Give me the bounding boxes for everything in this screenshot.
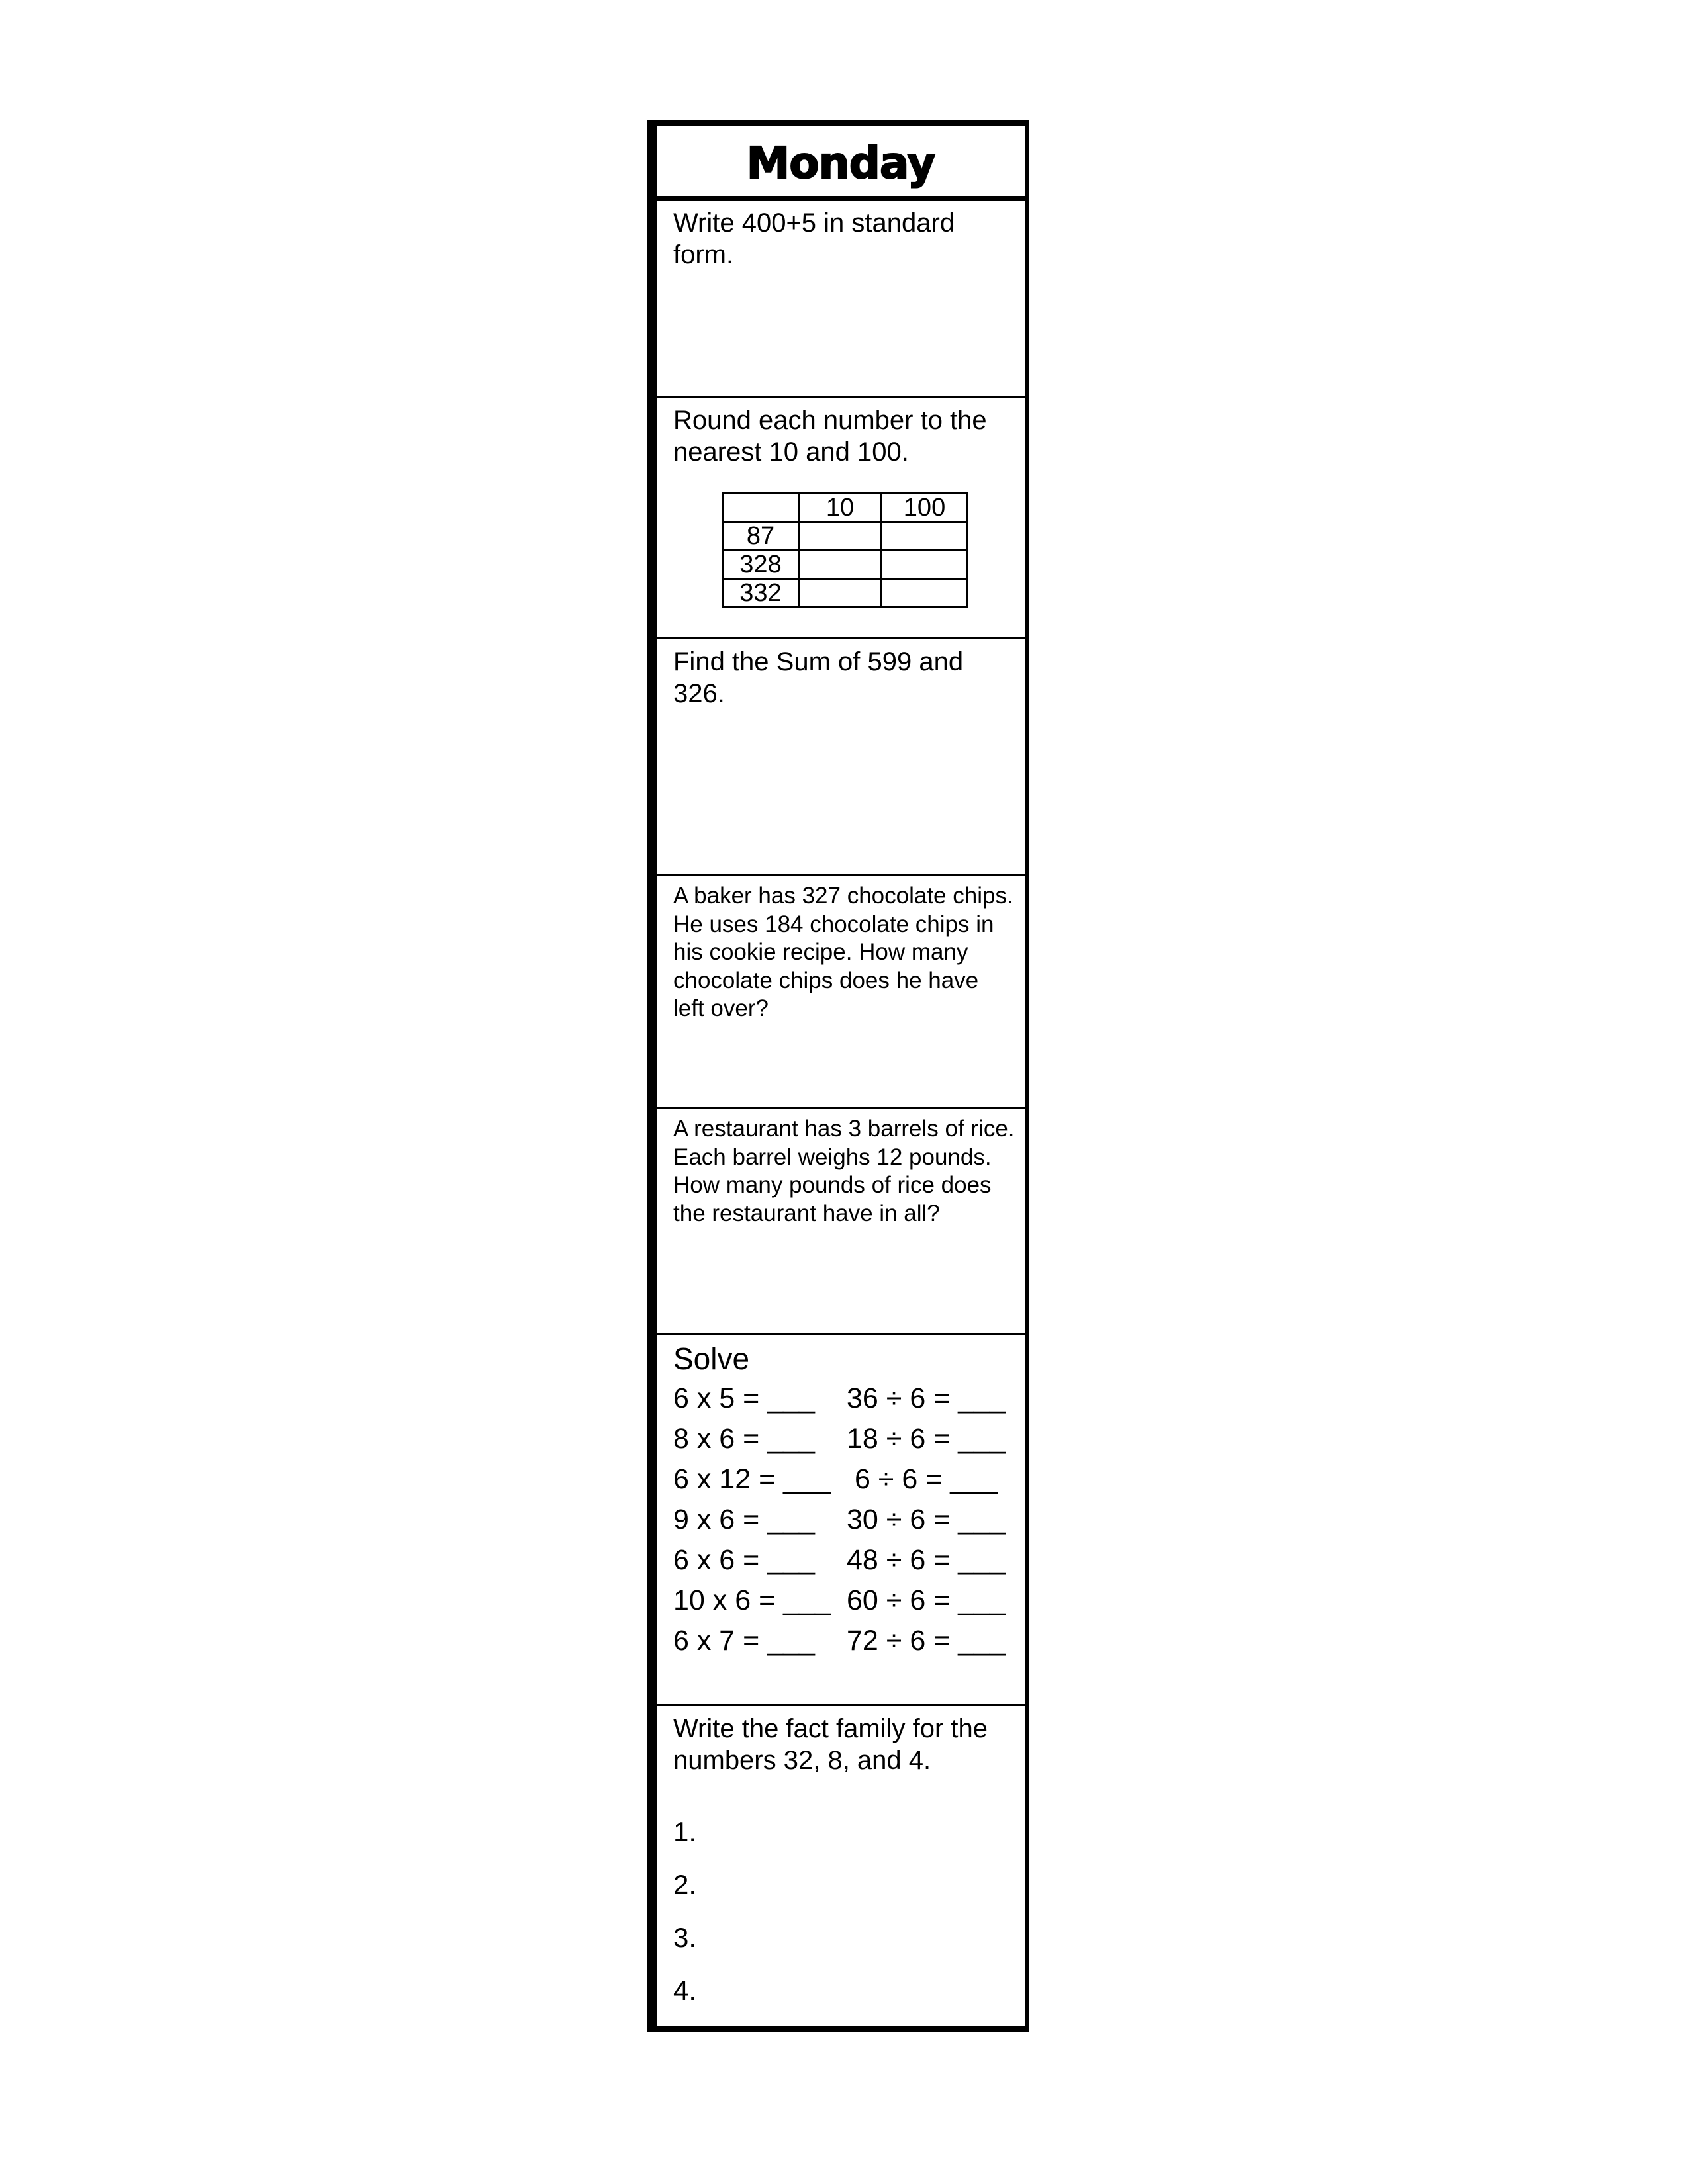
list-item: 4. — [673, 1975, 697, 2006]
list-item: 3. — [673, 1922, 697, 1953]
answer-cell[interactable] — [799, 551, 882, 579]
restaurant-word-problem — [657, 1109, 1025, 1335]
table-header-cell: 10 — [799, 494, 882, 522]
problem-text: A restaurant has 3 barrels of rice. Each barrel weighs 12 pounds. How many pounds of rice does the restaurant have in all? — [673, 1116, 1015, 1226]
multiplication-fact: 6 x 7 = ___ — [673, 1625, 815, 1657]
table-row-label: 87 — [723, 522, 799, 551]
problem-text: Write the fact family for the numbers 32, 8, and 4. — [673, 1714, 988, 1775]
list-item: 2. — [673, 1869, 697, 1900]
day-title: Monday — [746, 137, 935, 189]
baker-word-problem — [657, 876, 1025, 1109]
answer-cell[interactable] — [882, 522, 968, 551]
solve-title: Solve — [673, 1342, 750, 1376]
rounding-table — [722, 492, 968, 608]
division-fact: 36 ÷ 6 = ___ — [847, 1383, 1006, 1414]
problem-text: A baker has 327 chocolate chips. He uses 184 chocolate chips in his cookie recipe. How many chocolate chips does he have left over? — [673, 883, 1013, 1021]
table-row — [723, 551, 968, 579]
fact-row — [673, 1540, 1015, 1580]
answer-cell[interactable] — [799, 579, 882, 608]
multiplication-fact: 6 x 12 = ___ — [673, 1463, 831, 1495]
standard-form-problem — [657, 201, 1025, 398]
problem-text: Round each number to the nearest 10 and 100. — [673, 406, 987, 467]
fact-row — [673, 1500, 1015, 1540]
multiplication-fact: 8 x 6 = ___ — [673, 1423, 815, 1455]
solve-facts-section — [657, 1335, 1025, 1706]
multiplication-fact: 10 x 6 = ___ — [673, 1584, 831, 1616]
table-row-label: 328 — [723, 551, 799, 579]
day-header — [657, 126, 1025, 201]
sum-problem — [657, 639, 1025, 876]
table-row — [723, 579, 968, 608]
table-header-row — [723, 494, 968, 522]
table-header-cell — [723, 494, 799, 522]
fact-family-problem — [657, 1706, 1025, 2026]
monday-worksheet — [647, 120, 1029, 2032]
problem-text: Write 400+5 in standard form. — [673, 208, 955, 269]
multiplication-fact: 6 x 5 = ___ — [673, 1383, 815, 1414]
fact-row — [673, 1621, 1015, 1661]
division-fact: 72 ÷ 6 = ___ — [847, 1625, 1006, 1657]
answer-cell[interactable] — [882, 579, 968, 608]
table-header-cell: 100 — [882, 494, 968, 522]
list-item: 1. — [673, 1816, 697, 1847]
division-fact: 18 ÷ 6 = ___ — [847, 1423, 1006, 1455]
division-fact: 48 ÷ 6 = ___ — [847, 1544, 1006, 1576]
table-row — [723, 522, 968, 551]
division-fact: 30 ÷ 6 = ___ — [847, 1504, 1006, 1535]
table-row-label: 332 — [723, 579, 799, 608]
division-fact: 6 ÷ 6 = ___ — [847, 1463, 998, 1495]
rounding-problem — [657, 398, 1025, 639]
fact-row — [673, 1419, 1015, 1459]
problem-text: Find the Sum of 599 and 326. — [673, 647, 964, 708]
answer-cell[interactable] — [799, 522, 882, 551]
fact-row — [673, 1459, 1015, 1500]
multiplication-fact: 6 x 6 = ___ — [673, 1544, 815, 1576]
division-fact: 60 ÷ 6 = ___ — [847, 1584, 1006, 1616]
fact-row — [673, 1379, 1015, 1419]
multiplication-fact: 9 x 6 = ___ — [673, 1504, 815, 1535]
fact-row — [673, 1580, 1015, 1621]
answer-cell[interactable] — [882, 551, 968, 579]
answer-list — [673, 1805, 1015, 2017]
